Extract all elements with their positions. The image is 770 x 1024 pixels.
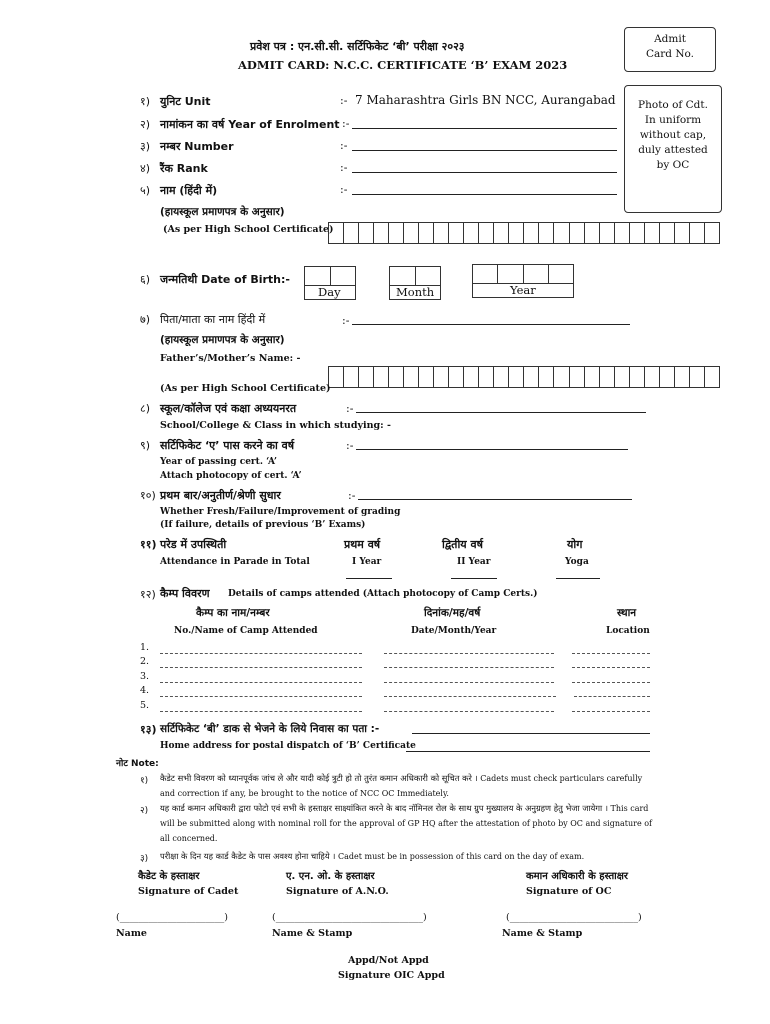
admit-card-no-label: Admit Card No. [645, 33, 695, 60]
sig-oc-line[interactable]: (___________________________) [506, 912, 642, 923]
camps-col2-english: Date/Month/Year [411, 626, 497, 636]
hs-cert-english: (As per High School Certificate) [163, 224, 334, 235]
sig-ano-hindi: ए. एन. ओ. के हस्ताक्षर [286, 871, 375, 882]
camps-col3-english: Location [606, 626, 650, 636]
field-2-num: २) [140, 118, 151, 131]
cert-a-line[interactable] [356, 449, 628, 450]
camps-col3-hindi: स्थान [617, 607, 637, 619]
parade-label-english: Attendance in Parade in Total [160, 557, 310, 567]
camp-row-3-date[interactable] [384, 682, 554, 683]
camp-row-5-name[interactable] [160, 711, 362, 712]
address-num: १३) [140, 723, 157, 736]
dob-month-label: Month [396, 285, 435, 299]
sig-cadet-english: Signature of Cadet [138, 886, 239, 897]
oic-signature: Signature OIC Appd [338, 970, 445, 981]
parade-year1-line[interactable] [346, 578, 392, 579]
camp-row-4-location[interactable] [574, 696, 650, 697]
cert-a-line1: Year of passing cert. ‘A’ [160, 457, 278, 467]
enrolment-year-line[interactable] [352, 128, 617, 129]
cert-a-line2: Attach photocopy of cert. ‘A’ [160, 471, 302, 481]
cert-a-num: ९) [140, 439, 151, 452]
field-2-label: नामांकन का वर्ष Year of Enrolment [160, 118, 340, 131]
sig-cadet-line[interactable]: (______________________) [116, 912, 228, 923]
dob-year-label: Year [510, 283, 536, 297]
field-1-sep: :- [340, 94, 348, 107]
sig-ano-line[interactable]: (_______________________________) [272, 912, 427, 923]
field-4-sep: :- [340, 161, 348, 174]
photo-instructions: Photo of Cdt. In uniform without cap, duly attested by OC [638, 99, 708, 171]
camp-row-1-location[interactable] [572, 653, 650, 654]
field-3-sep: :- [340, 139, 348, 152]
address-label-hindi: सर्टिफिकेट ‘बी’ डाक से भेजने के लिये निवास का पता :- [160, 723, 380, 735]
camp-row-3-num: 3. [140, 671, 150, 682]
dob-label: जन्मतिथी Date of Birth:- [160, 273, 290, 286]
camp-row-4-date[interactable] [384, 696, 556, 697]
camp-row-4-num: 4. [140, 685, 150, 696]
note-3-num: ३) [140, 854, 149, 864]
note-3-english: Cadet must be in possession of this card on the day of exam. [337, 852, 585, 861]
camps-num: १२) [140, 588, 156, 601]
parent-name-hindi-line[interactable] [352, 324, 630, 325]
rank-line[interactable] [352, 172, 617, 173]
title-english: ADMIT CARD: N.C.C. CERTIFICATE ‘B’ EXAM 2023 [238, 58, 568, 72]
field-1-num: १) [140, 95, 151, 108]
note-1-num: १) [140, 776, 149, 786]
note-1-hindi: कैडेट सभी विवरण को ध्यानपूर्वक जांच ले और यादी कोई त्रुटी हो तो तुरंत कमान अधिकारी को सूचित करे । [160, 773, 478, 783]
attempt-line1: Whether Fresh/Failure/Improvement of grading [160, 507, 401, 517]
field-3-label: नम्बर Number [160, 140, 234, 153]
note-3-hindi: परीक्षा के दिन यह कार्ड कैडेट के पास अवश्य होना चाहिये । [160, 851, 336, 861]
note-3 [160, 849, 652, 864]
sig-oc-english: Signature of OC [526, 886, 612, 897]
sig-cadet-name: Name [116, 928, 147, 939]
parade-col3-english: Yoga [565, 557, 589, 567]
camps-label-hindi: कैम्प विवरण [160, 587, 210, 600]
camps-label-english: Details of camps attended (Attach photocopy of Camp Certs.) [228, 589, 538, 599]
camp-row-2-name[interactable] [160, 667, 362, 668]
dob-num: ६) [140, 273, 151, 286]
dob-month-boxes[interactable] [389, 266, 441, 286]
school-sep: :- [346, 402, 354, 415]
parade-col1-english: I Year [352, 557, 382, 567]
parade-col2-english: II Year [457, 557, 491, 567]
camp-row-5-location[interactable] [572, 711, 650, 712]
field-5-sep: :- [340, 183, 348, 196]
camp-row-3-location[interactable] [572, 682, 650, 683]
sig-oc-name: Name & Stamp [502, 928, 583, 939]
note-2 [160, 801, 652, 846]
camp-row-1-name[interactable] [160, 653, 362, 654]
school-line[interactable] [356, 412, 646, 413]
school-num: ८) [140, 402, 151, 415]
hs-cert-hindi: (हायस्कूल प्रमाणपत्र के अनुसार) [160, 206, 285, 218]
parent-hs-english: (As per High School Certificate) [160, 383, 331, 394]
field-4-label: रैंक Rank [160, 162, 208, 175]
note-2-num: २) [140, 806, 149, 816]
attempt-line2: (If failure, details of previous ‘B’ Exams) [160, 520, 366, 530]
admit-card-no-box [624, 27, 716, 72]
sig-oc-hindi: कमान अधिकारी के हस्ताक्षर [526, 871, 629, 882]
camps-col1-hindi: कैम्प का नाम/नम्बर [196, 607, 270, 619]
parent-num: ७) [140, 313, 151, 326]
camps-col2-hindi: दिनांक/मह/वर्ष [424, 607, 481, 619]
field-5-label: नाम (हिंदी में) [160, 184, 218, 197]
parade-col1-hindi: प्रथम वर्ष [344, 538, 381, 551]
camp-row-2-date[interactable] [384, 667, 554, 668]
note-1 [160, 771, 652, 801]
parent-hs-hindi: (हायस्कूल प्रमाणपत्र के अनुसार) [160, 334, 285, 346]
note-1-english: Cadets must check particulars carefully and correction if any, be brought to the notice of NCC OC Immediately. [160, 774, 643, 798]
sig-ano-name: Name & Stamp [272, 928, 353, 939]
name-letter-boxes[interactable] [328, 222, 720, 244]
sig-ano-english: Signature of A.N.O. [286, 886, 389, 897]
school-label-english: School/College & Class in which studying: - [160, 420, 391, 431]
approval-status: Appd/Not Appd [348, 955, 429, 966]
parent-name-letter-boxes[interactable] [328, 366, 720, 388]
note-2-hindi: यह कार्ड कमान अधिकारी द्वारा फोटो एवं सभी के हस्ताक्षर साक्ष्यांकित करने के बाद नॉमिनल रोल के साथ ग्रुप मुख्यालय के अनुग्रहण हेतु भेजा जायेगा । [160, 803, 608, 813]
camp-row-1-date[interactable] [384, 653, 554, 654]
number-line[interactable] [352, 150, 617, 151]
unit-value: 7 Maharashtra Girls BN NCC, Aurangabad [355, 93, 616, 107]
camp-row-3-name[interactable] [160, 682, 362, 683]
camp-row-2-num: 2. [140, 656, 150, 667]
field-2-sep: :- [342, 117, 350, 130]
camp-row-2-location[interactable] [572, 667, 650, 668]
parade-num: ११) [140, 538, 157, 551]
attempt-num: १०) [140, 489, 156, 502]
title-hindi: प्रवेश पत्र : एन.सी.सी. सर्टिफिकेट ‘बी’ परीक्षा २०२३ [250, 40, 465, 53]
camp-row-5-num: 5. [140, 700, 150, 711]
camp-row-5-date[interactable] [384, 711, 554, 712]
attempt-sep: :- [348, 489, 356, 502]
dob-year-boxes[interactable] [472, 264, 574, 284]
cert-a-label-hindi: सर्टिफिकेट ‘ए’ पास करने का वर्ष [160, 439, 295, 452]
camp-row-4-name[interactable] [160, 696, 362, 697]
notes-heading: नोट Note: [116, 759, 159, 769]
camps-col1-english: No./Name of Camp Attended [174, 626, 318, 636]
dob-day-label: Day [318, 285, 341, 299]
parade-total-line[interactable] [556, 578, 600, 579]
parade-label-hindi: परेड में उपस्थिती [160, 538, 227, 551]
address-label-english: Home address for postal dispatch of ‘B’ Certificate [160, 741, 416, 751]
field-3-num: ३) [140, 140, 151, 153]
attempt-line[interactable] [358, 499, 632, 500]
note-2-english: This card will be submitted along with nominal roll for the approval of GP HQ after the attestation of photo by OC and signature of all concerned. [160, 804, 653, 843]
parent-label-english: Father’s/Mother’s Name: - [160, 353, 301, 364]
parade-col3-hindi: योग [567, 538, 583, 551]
parent-label-hindi: पिता/माता का नाम हिंदी में [160, 313, 266, 326]
camp-row-1-num: 1. [140, 642, 150, 653]
dob-day-boxes[interactable] [304, 266, 356, 286]
sig-cadet-hindi: कैडेट के हस्ताक्षर [138, 871, 200, 882]
address-line-2[interactable] [406, 751, 650, 752]
address-line-1[interactable] [412, 733, 650, 734]
photo-box [624, 85, 722, 213]
cert-a-sep: :- [346, 439, 354, 452]
parade-col2-hindi: द्वितीय वर्ष [442, 538, 483, 551]
field-4-num: ४) [140, 162, 151, 175]
attempt-label-hindi: प्रथम बार/अनुतीर्ण/श्रेणी सुधार [160, 489, 281, 502]
name-hindi-line[interactable] [352, 194, 617, 195]
school-label-hindi: स्कूल/कॉलेज एवं कक्षा अध्ययनरत [160, 402, 297, 415]
parade-year2-line[interactable] [451, 578, 497, 579]
parent-sep: :- [342, 314, 350, 327]
field-5-num: ५) [140, 184, 151, 197]
field-1-label: युनिट Unit [160, 95, 211, 108]
